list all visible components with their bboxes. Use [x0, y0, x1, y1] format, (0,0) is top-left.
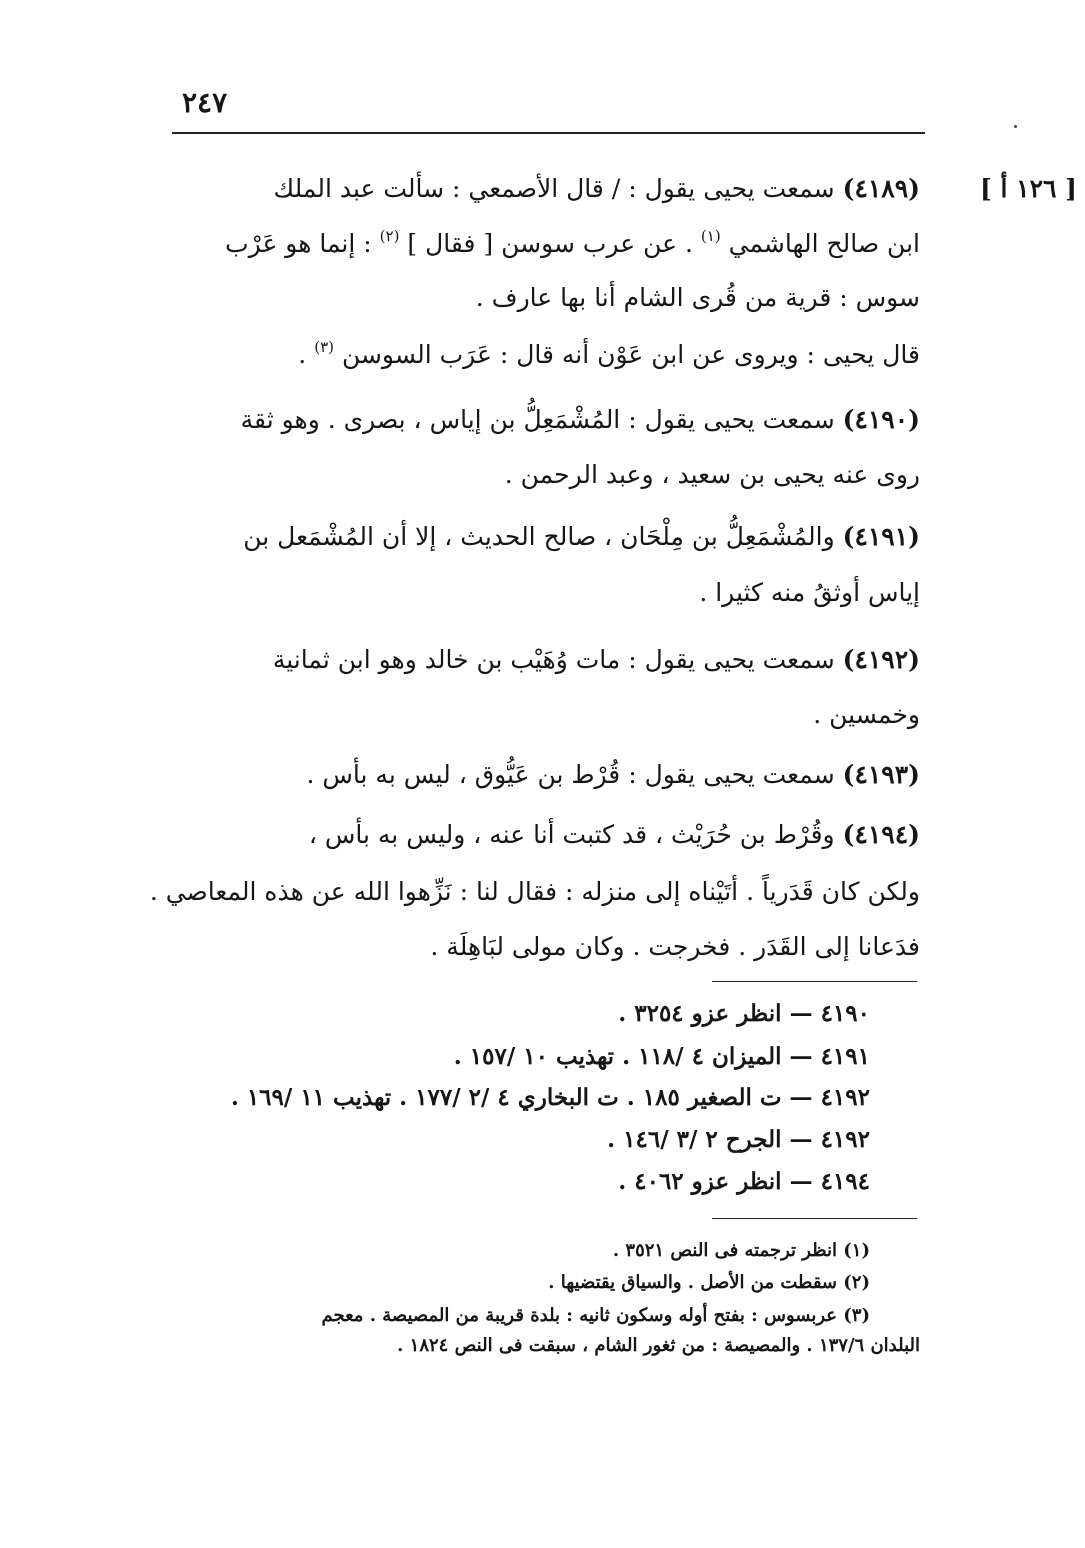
- footnote-marker: (٣): [314, 338, 334, 356]
- entry-4191-line-1: [243, 522, 920, 552]
- entry-4191-line-2: إياس أوثقُ منه كثيرا .: [699, 578, 920, 607]
- entry-number: (٤١٩٣): [842, 760, 920, 789]
- entry-text: سمعت يحيى يقول : قُرْط بن عَيُّوق ، ليس به بأس .: [306, 760, 835, 789]
- page-number: ٢٤٧: [182, 86, 228, 119]
- reference-line: ٤١٩٤ — انظر عزو ٤٠٦٢ .: [618, 1168, 870, 1195]
- entry-4189-line-4: [298, 340, 920, 370]
- entry-4194-line-3: فدَعانا إلى القَدَر . فخرجت . وكان مولى لبَاهِلَة .: [430, 932, 920, 961]
- entry-text: وقُرْط بن حُرَيْث ، قد كتبت أنا عنه ، وليس به بأس ،: [308, 820, 835, 849]
- footnote-marker: (١): [700, 227, 721, 245]
- entry-4190-line-1: [241, 405, 920, 435]
- entry-text: سمعت يحيى يقول : / قال الأصمعي : سألت عبد الملك: [273, 174, 835, 203]
- entry-text: سمعت يحيى يقول : مات وُهَيْب بن خالد وهو ابن ثمانية: [272, 645, 835, 674]
- entry-4193-line-1: [307, 760, 921, 790]
- footnote-2: (٢) سقطت من الأصل . والسياق يقتضيها .: [548, 1272, 870, 1293]
- entry-number: (٤١٩٠): [842, 405, 920, 434]
- reference-line: ٤١٩٠ — انظر عزو ٣٢٥٤ .: [618, 1000, 870, 1027]
- entry-number: (٤١٩٢): [842, 645, 920, 674]
- entry-4192-line-1: [273, 645, 920, 675]
- reference-line: ٤١٩٢ — الجرح ٢ /٣ /١٤٦ .: [607, 1126, 870, 1153]
- entry-number: (٤١٩٤): [842, 820, 920, 849]
- entry-text: سمعت يحيى يقول : المُشْمَعِلُّ بن إياس ، بصرى . وهو ثقة: [240, 405, 835, 434]
- scan-speck: [1014, 125, 1017, 128]
- entry-text: والمُشْمَعِلُّ بن مِلْحَان ، صالح الحديث ، إلا أن المُشْمَعل بن: [243, 522, 835, 551]
- footnote-1: (١) انظر ترجمته فى النص ٣٥٢١ .: [612, 1240, 870, 1261]
- footnotes-rule: [712, 1218, 917, 1219]
- entry-text: قال يحيى : ويروى عن ابن عَوْن أنه قال : عَرَب السوسن: [341, 340, 920, 369]
- entry-text: : إنما هو عَرْب: [225, 229, 372, 258]
- entry-text: ابن صالح الهاشمي: [728, 229, 920, 258]
- entry-text: . عن عرب سوسن [ فقال ]: [407, 229, 693, 258]
- entry-4189-line-2: [225, 229, 920, 259]
- header-rule: [172, 132, 925, 134]
- entry-4192-line-2: وخمسين .: [813, 700, 920, 729]
- entry-4194-line-1: [309, 820, 920, 850]
- entry-number: (٤١٨٩): [842, 174, 920, 203]
- references-rule: [712, 981, 917, 982]
- reference-line: ٤١٩١ — الميزان ٤ /١١٨ . تهذيب ١٠ /١٥٧ .: [453, 1043, 870, 1070]
- entry-number: (٤١٩١): [842, 522, 920, 551]
- entry-4189-line-3: سوس : قرية من قُرى الشام أنا بها عارف .: [475, 283, 920, 312]
- entry-4189-line-1: [274, 174, 920, 204]
- reference-line: ٤١٩٢ — ت الصغير ١٨٥ . ت البخاري ٤ /٢ /١٧٧ . تهذيب ١١ /١٦٩ .: [230, 1084, 870, 1111]
- footnote-3-line-2: البلدان ١٣٧/٦ . والمصيصة : من ثغور الشام ، سبقت فى النص ١٨٢٤ .: [397, 1335, 920, 1356]
- margin-folio-reference: [ ١٢٦ أ ]: [979, 174, 1077, 203]
- entry-4190-line-2: روى عنه يحيى بن سعيد ، وعبد الرحمن .: [504, 460, 920, 489]
- entry-text: .: [298, 340, 307, 369]
- footnote-3-line-1: (٣) عربسوس : بفتح أوله وسكون ثانيه : بلدة قريبة من المصيصة . معجم: [321, 1305, 870, 1326]
- footnote-marker: (٢): [379, 227, 400, 245]
- entry-4194-line-2: ولكن كان قَدَرياً . أتَيْناه إلى منزله : فقال لنا : نَزِّهوا الله عن هذه المعاصي .: [149, 877, 920, 906]
